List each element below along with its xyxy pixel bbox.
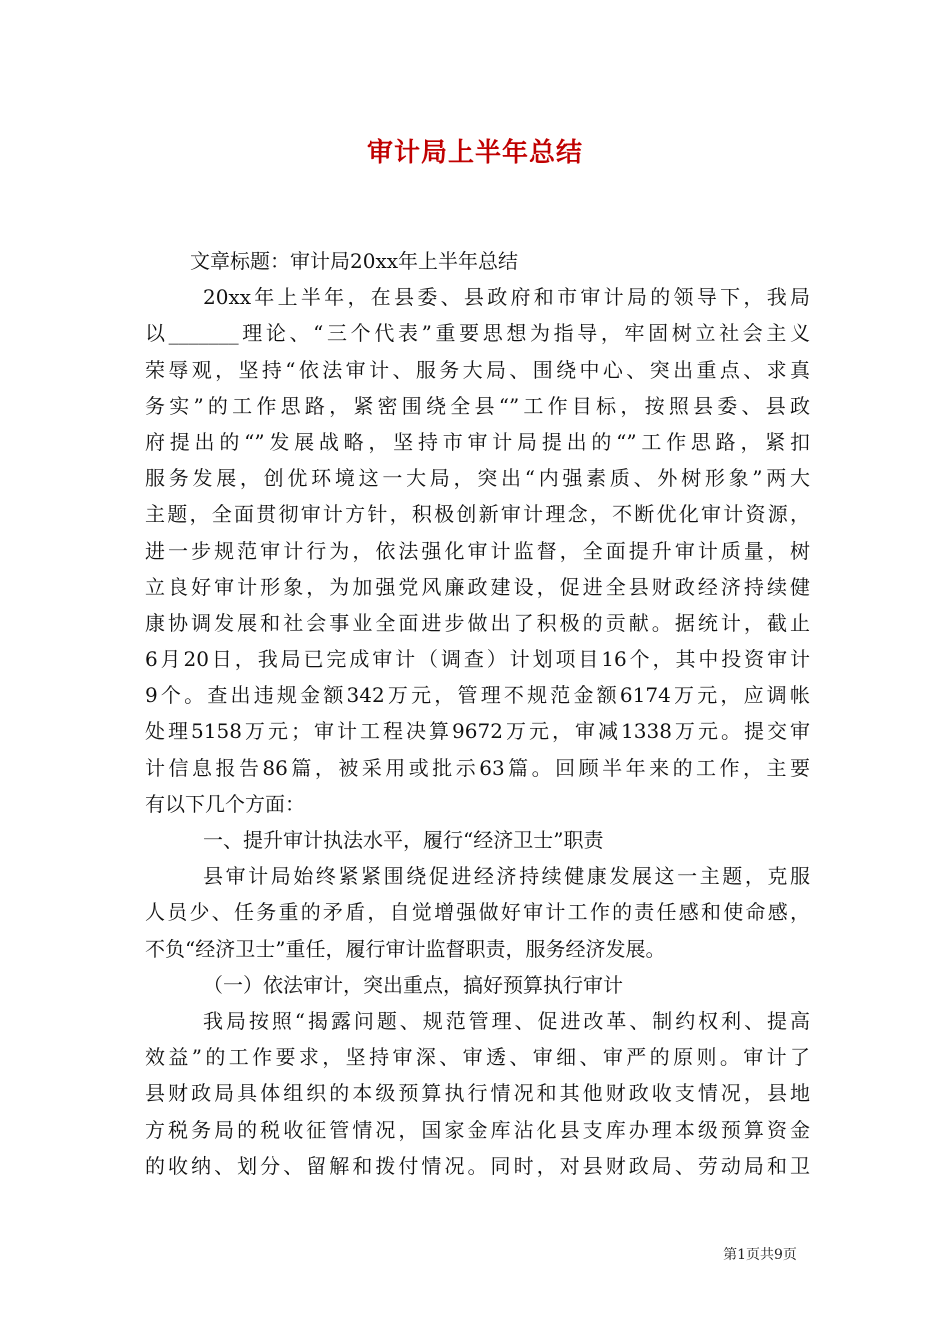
document-body xyxy=(145,243,810,1184)
paragraph-line: 6月20日，我局已完成审计（调查）计划项目16个，其中投资审计 xyxy=(145,647,810,672)
paragraph-line: 康协调发展和社会事业全面进步做出了积极的贡献。据统计，截止 xyxy=(145,610,810,635)
paragraph-line: 有以下几个方面： xyxy=(145,791,305,816)
paragraph-line: 方税务局的税收征管情况，国家金库沾化县支库办理本级预算资金 xyxy=(145,1117,810,1142)
paragraph-line: 9个。查出违规金额342万元，管理不规范金额6174万元，应调帐 xyxy=(145,683,810,708)
document-title: 审计局上半年总结 xyxy=(366,138,583,168)
paragraph-line: 处理5158万元；审计工程决算9672万元，审减1338万元。提交审 xyxy=(145,719,810,744)
paragraph-line: 主题，全面贯彻审计方针，积极创新审计理念，不断优化审计资源， xyxy=(145,502,810,527)
paragraph-line: 效益”的工作要求，坚持审深、审透、审细、审严的原则。审计了 xyxy=(145,1045,810,1070)
paragraph-line: 府提出的“”发展战略，坚持市审计局提出的“”工作思路，紧扣 xyxy=(145,429,810,454)
paragraph-line: 以_______理论、“三个代表”重要思想为指导，牢固树立社会主义 xyxy=(145,321,810,346)
paragraph-line: 一、提升审计执法水平，履行“经济卫士”职责 xyxy=(203,828,604,852)
paragraph-line: 县审计局始终紧紧围绕促进经济持续健康发展这一主题，克服 xyxy=(203,864,810,889)
paragraph-line: 服务发展，创优环境这一大局，突出“内强素质、外树形象”两大 xyxy=(145,466,810,491)
paragraph-line: 20xx年上半年，在县委、县政府和市审计局的领导下，我局 xyxy=(203,285,810,310)
page-footer xyxy=(0,1244,950,1264)
paragraph-line: （一）依法审计，突出重点，搞好预算执行审计 xyxy=(203,972,623,997)
paragraph-line: 的收纳、划分、留解和拨付情况。同时，对县财政局、劳动局和卫 xyxy=(145,1153,810,1178)
paragraph-line: 县财政局具体组织的本级预算执行情况和其他财政收支情况，县地 xyxy=(145,1081,810,1106)
paragraph-line: 进一步规范审计行为，依法强化审计监督，全面提升审计质量，树 xyxy=(145,538,810,563)
paragraph-line: 文章标题：审计局20xx年上半年总结 xyxy=(190,249,519,273)
paragraph-line: 立良好审计形象，为加强党风廉政建设，促进全县财政经济持续健 xyxy=(145,574,810,599)
paragraph-line: 不负“经济卫士”重任，履行审计监督职责，服务经济发展。 xyxy=(145,936,666,961)
page-number: 第1页共9页 xyxy=(723,1247,797,1263)
paragraph-line: 人员少、任务重的矛盾，自觉增强做好审计工作的责任感和使命感， xyxy=(145,900,810,925)
paragraph-line: 务实”的工作思路，紧密围绕全县“”工作目标，按照县委、县政 xyxy=(145,393,810,418)
paragraph-line: 荣辱观，坚持“依法审计、服务大局、围绕中心、突出重点、求真 xyxy=(145,357,810,382)
paragraph-line: 计信息报告86篇，被采用或批示63篇。回顾半年来的工作，主要 xyxy=(145,755,810,780)
paragraph-line: 我局按照“揭露问题、规范管理、促进改革、制约权利、提高 xyxy=(203,1008,810,1033)
